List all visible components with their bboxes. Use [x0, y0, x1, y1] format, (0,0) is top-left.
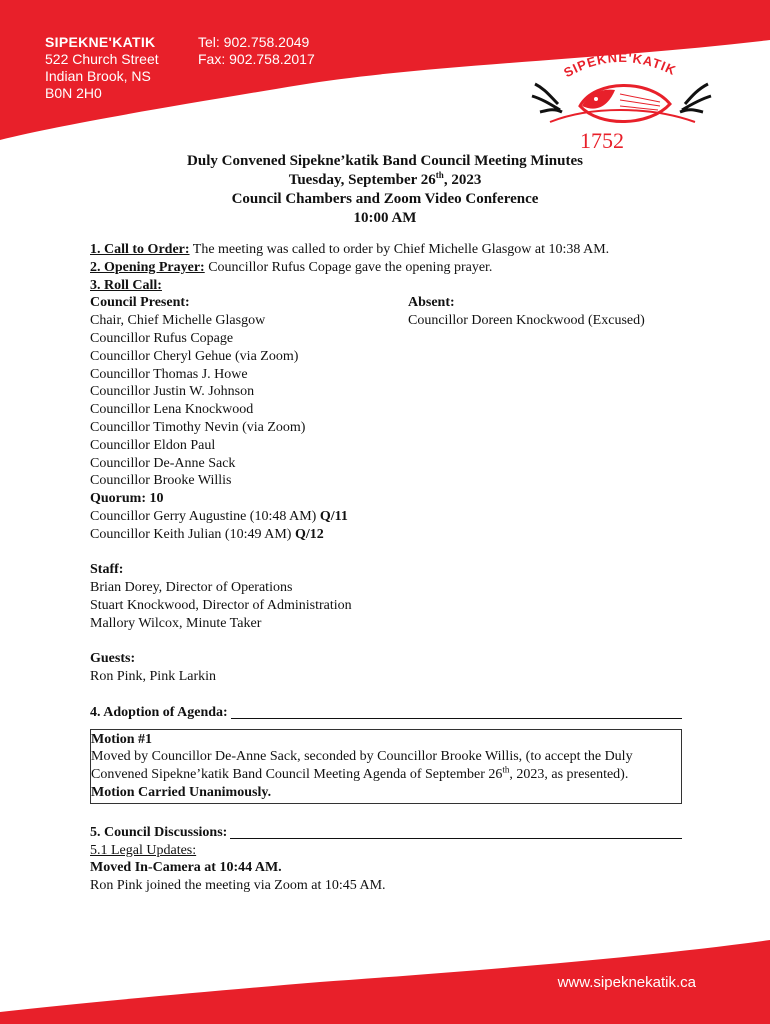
heading-location: Council Chambers and Zoom Video Conference	[231, 191, 539, 207]
present-member: Councillor De-Anne Sack	[90, 455, 236, 471]
council-absent	[408, 294, 645, 330]
present-member: Councillor Thomas J. Howe	[90, 366, 248, 382]
letterhead-address	[45, 34, 159, 102]
motion-1-box	[90, 729, 682, 804]
heading-date-year: , 2023	[443, 172, 482, 188]
present-label: Council Present:	[90, 295, 190, 311]
street-address: 522 Church Street	[45, 51, 159, 67]
roll-call-label: 3. Roll Call:	[90, 277, 162, 293]
call-to-order	[90, 241, 682, 259]
legal-updates-label: 5.1 Legal Updates:	[90, 842, 197, 858]
agenda-section	[90, 704, 682, 722]
logo-left-fin	[532, 84, 562, 112]
late-arrival-name: Councillor Gerry Augustine (10:48 AM)	[90, 508, 320, 524]
telephone: Tel: 902.758.2049	[198, 34, 310, 50]
staff-member: Mallory Wilcox, Minute Taker	[90, 615, 262, 631]
present-member: Chair, Chief Michelle Glasgow	[90, 313, 266, 329]
join-note: Ron Pink joined the meeting via Zoom at 10:45 AM.	[90, 878, 386, 894]
staff-member: Stuart Knockwood, Director of Administration	[90, 597, 352, 613]
org-name: SIPEKNE'KATIK	[45, 34, 156, 50]
guests-label: Guests:	[90, 651, 136, 667]
quorum: Quorum: 10	[90, 491, 164, 507]
present-member: Councillor Eldon Paul	[90, 437, 216, 453]
late-arrival	[90, 508, 682, 526]
logo-year: 1752	[580, 128, 624, 153]
logo-arc-text: SIPEKNE'KATIK	[561, 49, 679, 81]
present-member: Councillor Justin W. Johnson	[90, 384, 255, 400]
present-member: Councillor Timothy Nevin (via Zoom)	[90, 419, 306, 435]
absent-member: Councillor Doreen Knockwood (Excused)	[408, 313, 645, 329]
postal-code: B0N 2H0	[45, 85, 102, 101]
opening-prayer	[90, 259, 682, 277]
roll-call-columns	[90, 294, 682, 490]
call-to-order-text: The meeting was called to order by Chief Michelle Glasgow at 10:38 AM.	[189, 242, 610, 257]
staff-member: Brian Dorey, Director of Operations	[90, 580, 293, 596]
present-member: Councillor Cheryl Gehue (via Zoom)	[90, 348, 299, 364]
opening-prayer-text: Councillor Rufus Copage gave the opening prayer.	[204, 259, 493, 275]
discussions-label: 5. Council Discussions:	[90, 824, 228, 840]
letterhead-contact	[198, 34, 315, 68]
logo-fish-eye	[594, 97, 598, 101]
website-url: www.sipeknekatik.ca	[557, 974, 696, 991]
heading-time: 10:00 AM	[353, 210, 417, 226]
city-address: Indian Brook, NS	[45, 68, 151, 84]
heading-date-suffix: th	[435, 170, 444, 180]
logo-right-fin	[680, 84, 711, 112]
agenda-rule	[231, 718, 682, 719]
fax: Fax: 902.758.2017	[198, 51, 315, 67]
heading-date	[0, 171, 770, 190]
absent-label: Absent:	[408, 295, 455, 311]
late-arrival-name: Councillor Keith Julian (10:49 AM)	[90, 526, 295, 542]
motion-1-text	[91, 748, 680, 784]
opening-prayer-label: 2. Opening Prayer:	[90, 259, 205, 275]
minutes-body	[90, 241, 682, 895]
present-member: Councillor Brooke Willis	[90, 473, 232, 489]
discussions-rule	[230, 838, 682, 839]
heading-title: Duly Convened Sipekne’katik Band Council Meeting Minutes	[187, 153, 583, 169]
document-heading	[0, 152, 770, 228]
motion-1-label: Motion #1	[91, 731, 153, 747]
motion-1-result: Motion Carried Unanimously.	[91, 784, 272, 800]
late-arrival-quorum: Q/11	[319, 508, 348, 524]
call-to-order-label: 1. Call to Order:	[90, 242, 190, 257]
motion-1-text-suffix: th	[502, 764, 510, 775]
present-member: Councillor Lena Knockwood	[90, 402, 254, 418]
band-logo	[520, 44, 720, 156]
heading-date-text: Tuesday, September 26	[288, 172, 436, 188]
late-arrival	[90, 526, 682, 544]
staff-label: Staff:	[90, 562, 124, 578]
present-member: Councillor Rufus Copage	[90, 330, 234, 346]
in-camera-note: Moved In-Camera at 10:44 AM.	[90, 860, 282, 876]
motion-1-text-main: Moved by Councillor De-Anne Sack, seconded by Councillor Brooke Willis, (to accept the Duly Convened Sipekne’katik Band Council Meeting Agenda of September 26	[91, 749, 633, 783]
discussions-section	[90, 824, 682, 842]
motion-1-text-end: , 2023, as presented).	[509, 767, 629, 783]
late-arrival-quorum: Q/12	[294, 526, 324, 542]
guest: Ron Pink, Pink Larkin	[90, 669, 217, 685]
agenda-label: 4. Adoption of Agenda:	[90, 704, 228, 720]
